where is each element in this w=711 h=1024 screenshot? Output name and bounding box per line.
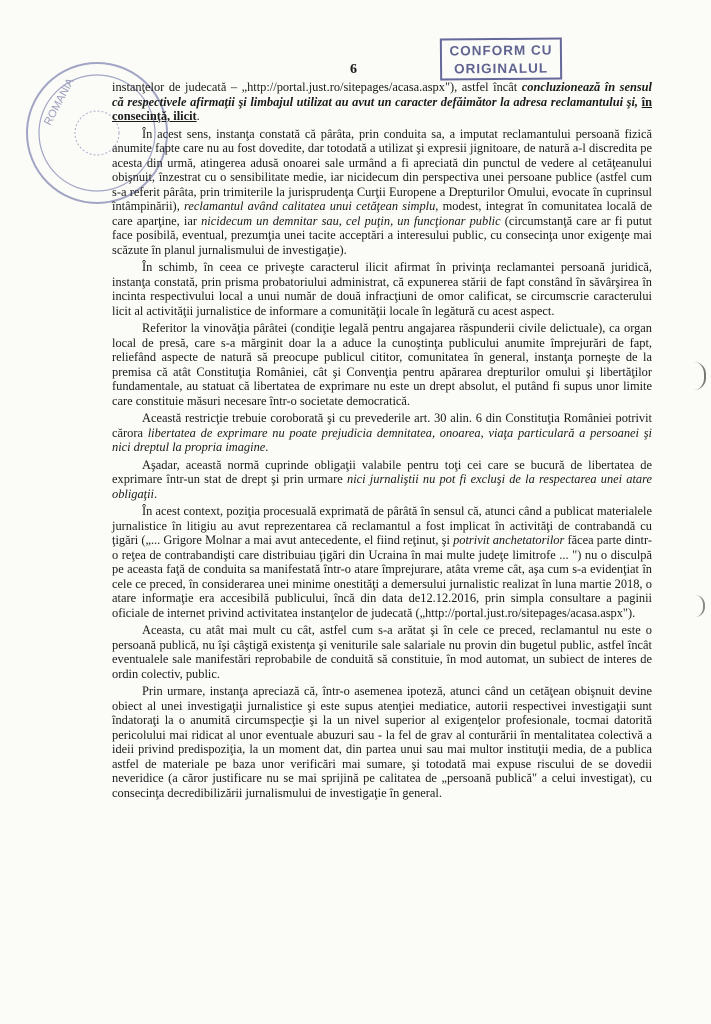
paragraph-2 [112,127,652,258]
p6-text-c: . [154,486,158,501]
p7-text-a: În acest context, poziţia procesuală exprimată de pârâtă în sensul că, atunci când a publicat materialele jurnalistice în litigiu au avut reprezentarea că reclamantul a fost implicat în activităţi de contrabandă cu ţigări („... Grigore Molnar a mai avut antecedente, el fiind reţinut, şi [112,504,652,547]
p1-text-b: concluzionează în sensul că respectivele afirmaţii şi limbajul utilizat au avut un caracter defăimător la adresa reclamantului şi, [112,80,652,109]
svg-text:ROMANIA: ROMANIA [42,76,77,128]
paragraph-5 [112,411,652,455]
paragraph-1 [112,80,652,124]
p1-text-d: . [196,109,200,123]
conform-cu-originalul-stamp [440,37,562,80]
p6-text-a: Aşadar, această normă cuprinde obligaţii valabile pentru toţi cei care se bucură de libertatea de exprimare într-un stat de drept şi prin urmare [112,457,652,486]
paragraph-3: În schimb, în ceea ce priveşte caracterul ilicit afirmat în privinţa reclamantei persoană juridică, instanţa constată, prin prisma probatoriului administrat, că expunerea stării de fapt constând în săvârşirea în incinta respectivului local a unui număr de două infracţiuni de omor calificat, se circumscrie caracterului licit al activităţii jurnalistice de informare a comunităţii locale în legătură cu acest aspect. [112,260,652,318]
paragraph-4: Referitor la vinovăţia pârâtei (condiţie legală pentru angajarea răspunderii civile delictuale), ca organ local de presă, care s-a mărginit doar la a aduce la cunoştinţa publicului anumite împrejurări de fapt, reliefând aspecte de natură să preocupe publicul cititor, comunitatea în general, instanţa porneşte de la premisa că atât Constituţia României, cât şi Convenţia pentru apărarea drepturilor omului şi libertăţilor fundamentale, au statuat că libertatea de exprimare nu este un drept absolut, el putând fi supus unor limite care constituie măsuri necesare într-o societate democratică. [112,321,652,408]
p7-text-b: potrivit anchetatorilor [453,533,565,547]
p6-text-b: nici jurnaliştii nu pot fi excluşi de la respectarea unei atare obligaţii [112,472,652,501]
p5-text-c: . [265,440,269,454]
stamp-line-2: ORIGINALUL [454,60,549,77]
p2-text-c: , modest, integrat în comunitatea locală de care aparţine, iar [112,199,652,228]
p1-text-c: în consecinţă, ilicit [112,94,652,123]
page-number: 6 [350,62,357,77]
p1-text-a: instanţelor de judecată – „http://portal.just.ro/sitepages/acasa.aspx"), astfel încât [112,80,522,94]
paragraph-9: Prin urmare, instanţa apreciază că, într-o asemenea ipoteză, atunci când un cetăţean obişnuit devine obiect al unei investigaţii jurnalistice şi este supus atenţiei mediatice, autorii respectivei investigaţii sunt îndatoraţi la o anumită circumspecţie şi la un nivel superior al exigenţelor profesionale, tocmai datorită pericolului mai ridicat al unor eventuale abuzuri sau - la fel de grav al conturării în mentalitatea colectivă a ideii privind predispoziţia, la un moment dat, din partea unui sau mai multor instituţii media, de a publica astfel de materiale pe baza unor verificări mai sumare, şi totodată mai expuse riscului de se dovedii neveridice (a căror justificare nu se mai sprijină pe calitatea de „persoană publică" a celui investigat), cu consecinţa decredibilizării jurnalismului de investigaţie în general. [112,684,652,800]
paragraph-6 [112,458,652,502]
paragraph-7 [112,504,652,620]
p5-text-a: Această restricţie trebuie coroborată şi cu prevederile art. 30 alin. 6 din Constituţia României potrivit cărora [112,411,652,440]
paragraph-8: Aceasta, cu atât mai mult cu cât, astfel cum s-a arătat şi în cele ce preced, reclamantul nu este o persoană publică, nu îşi câştigă existenţa şi veniturile sale salariale nu provin din bugetul public, astfel încât eventualele sale manifestări reprobabile de conduită să constituie, în mod automat, un subiect de interes de ordin colectiv, public. [112,623,652,681]
p2-text-a: În acest sens, instanţa constată că pârâta, prin conduita sa, a imputat reclamantului persoană fizică anumite fapte care nu au fost dovedite, dar totodată a utilizat şi expresii jignitoare, de natură a-l discredita pe acesta din urmă, atingerea adusă onoarei sale urmând a fi apreciată din punctul de vedere al cetăţeanului obişnuit, înzestrat cu o sensibilitate medie, iar nicidecum din perspectiva unei persoane publice (astfel cum s-a referit pârâta, prin trimiterile la jurisprudenţa Curţii Europene a Drepturilor Omului, evocate în cuprinsul întâmpinării), [112,126,652,213]
p7-text-c: făcea parte dintr-o reţea de contrabandişti care distribuiau ţigări din Ucraina în mai multe judeţe limitrofe ... ") nu o disculpă pe aceasta faţă de conduita sa manifestată într-o atare împrejurare, atâta vreme cât, aşa cum s-a evidenţiat în cele ce preced, în considerarea unei minime onestităţi a demersului jurnalistic realizat în luna martie 2018, o atare informaţie era accesibilă publicului, încă din data de12.12.2016, prin simpla consultare a paginii oficiale de internet privind activitatea instanţelor de judecată („http://portal.just.ro/sitepages/acasa.aspx"). [112,533,652,620]
margin-mark-2 [693,595,705,617]
p5-text-b: libertatea de exprimare nu poate prejudicia demnitatea, onoarea, viaţa particulară a persoanei şi nici dreptul la propria imagine [112,425,652,454]
document-body [112,80,652,803]
p2-text-b: reclamantul având calitatea unui cetăţean simplu [184,199,436,213]
p2-text-e: (circumstanţă care ar fi putut face posibilă, eventual, prezumţia unei tacite acceptări a interesului public, cu consecinţa unor exigenţe mai scăzute în planul jurnalismului de investigaţie). [112,213,652,257]
margin-mark [690,362,706,390]
p2-text-d: nicidecum un demnitar sau, cel puţin, un funcţionar public [201,213,501,228]
stamp-line-1: CONFORM CU [449,42,553,59]
